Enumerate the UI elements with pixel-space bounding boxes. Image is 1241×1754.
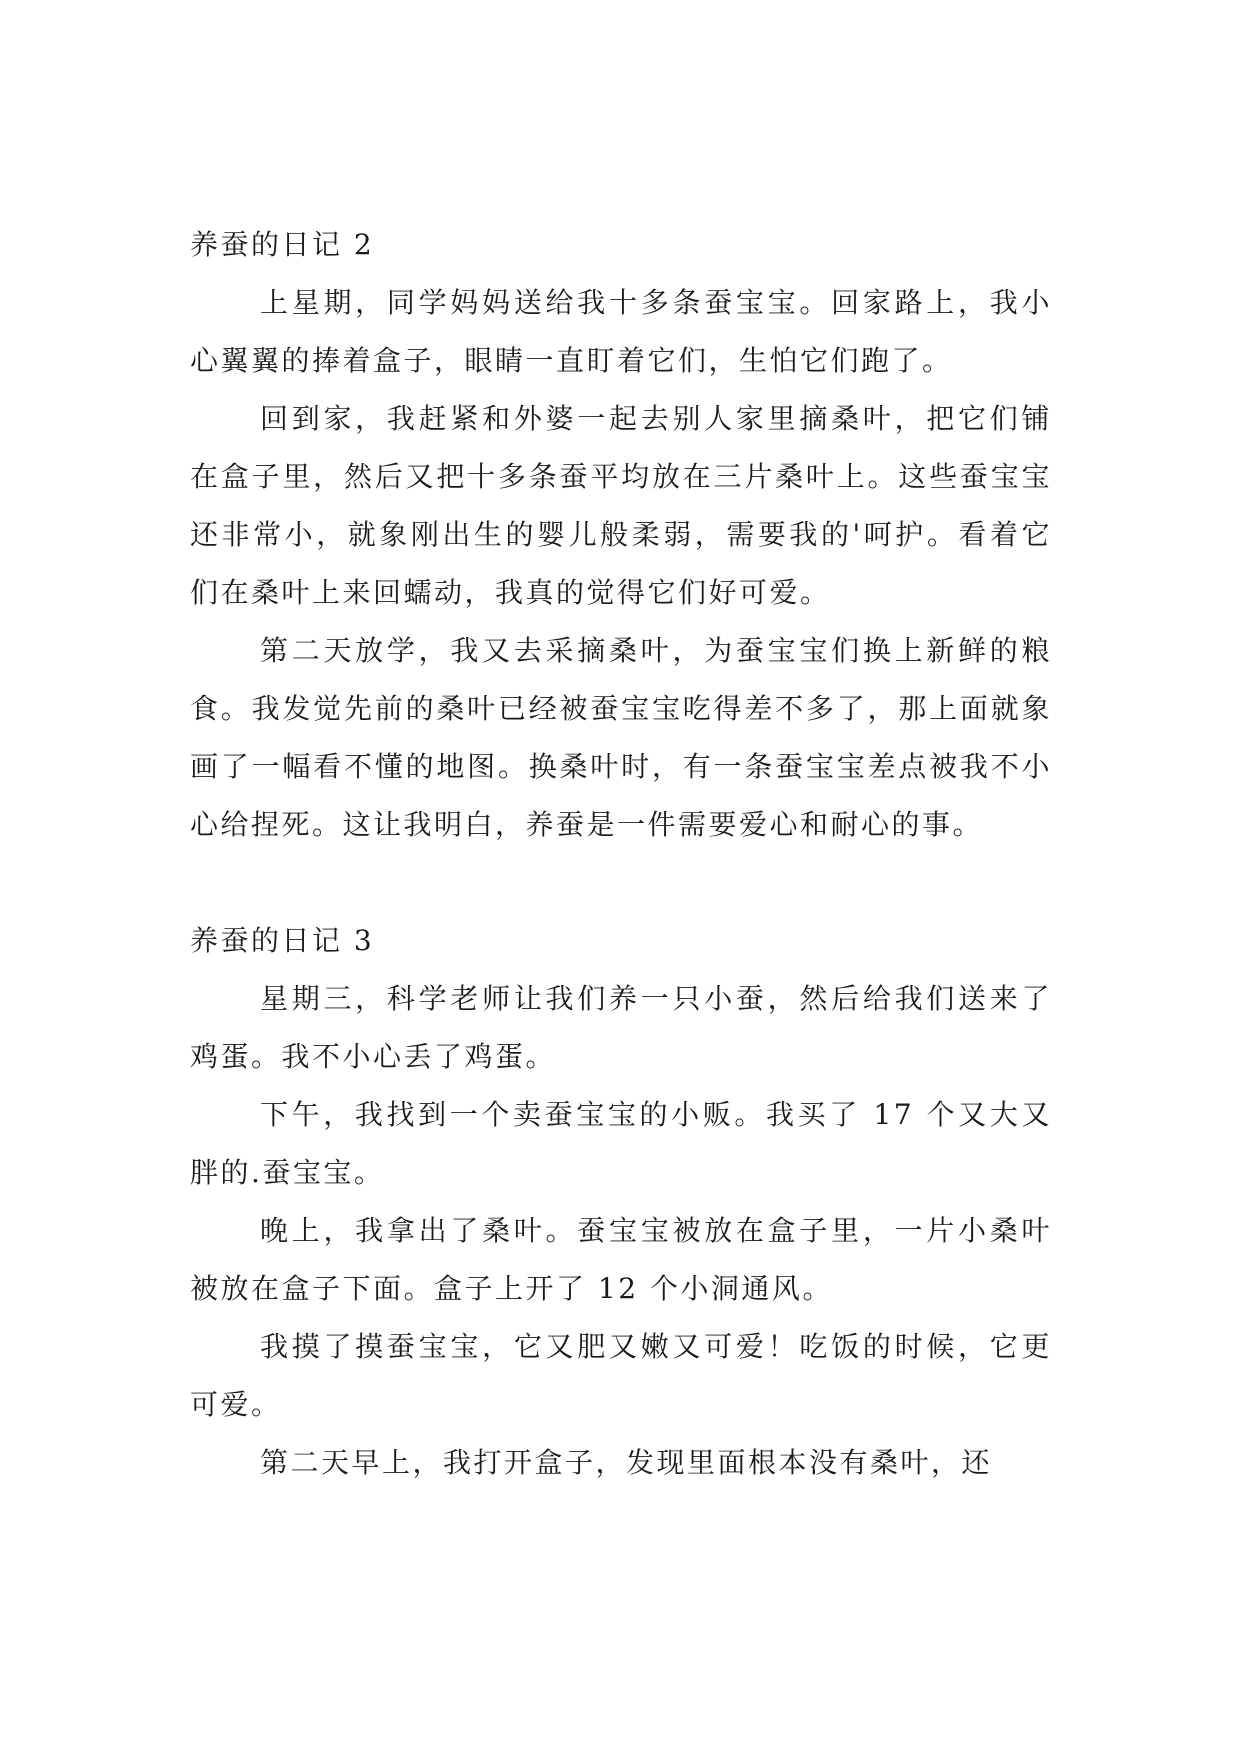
paragraph: 晚上，我拿出了桑叶。蚕宝宝被放在盒子里，一片小桑叶被放在盒子下面。盒子上开了 12 个小洞通风。	[190, 1214, 1052, 1305]
paragraph: 星期三，科学老师让我们养一只小蚕，然后给我们送来了鸡蛋。我不小心丢了鸡蛋。	[190, 982, 1052, 1073]
document-body	[190, 216, 1052, 1492]
paragraph: 第二天早上，我打开盒子，发现里面根本没有桑叶，还	[260, 1446, 993, 1479]
section-heading: 养蚕的日记 3	[190, 924, 375, 957]
section-spacer	[190, 854, 1052, 912]
paragraph: 上星期，同学妈妈送给我十多条蚕宝宝。回家路上，我小心翼翼的捧着盒子，眼睛一直盯着它们，生怕它们跑了。	[190, 286, 1052, 377]
paragraph: 第二天放学，我又去采摘桑叶，为蚕宝宝们换上新鲜的粮食。我发觉先前的桑叶已经被蚕宝宝吃得差不多了，那上面就象画了一幅看不懂的地图。换桑叶时，有一条蚕宝宝差点被我不小心给捏死。这让我明白，养蚕是一件需要爱心和耐心的事。	[190, 634, 1052, 841]
paragraph: 回到家，我赶紧和外婆一起去别人家里摘桑叶，把它们铺在盒子里，然后又把十多条蚕平均放在三片桑叶上。这些蚕宝宝还非常小，就象刚出生的婴儿般柔弱，需要我的'呵护。看着它们在桑叶上来回蠕动，我真的觉得它们好可爱。	[190, 402, 1052, 609]
paragraph: 我摸了摸蚕宝宝，它又肥又嫩又可爱！吃饭的时候，它更可爱。	[190, 1330, 1052, 1421]
paragraph: 下午，我找到一个卖蚕宝宝的小贩。我买了 17 个又大又胖的.蚕宝宝。	[190, 1098, 1052, 1189]
section-heading: 养蚕的日记 2	[190, 228, 375, 261]
